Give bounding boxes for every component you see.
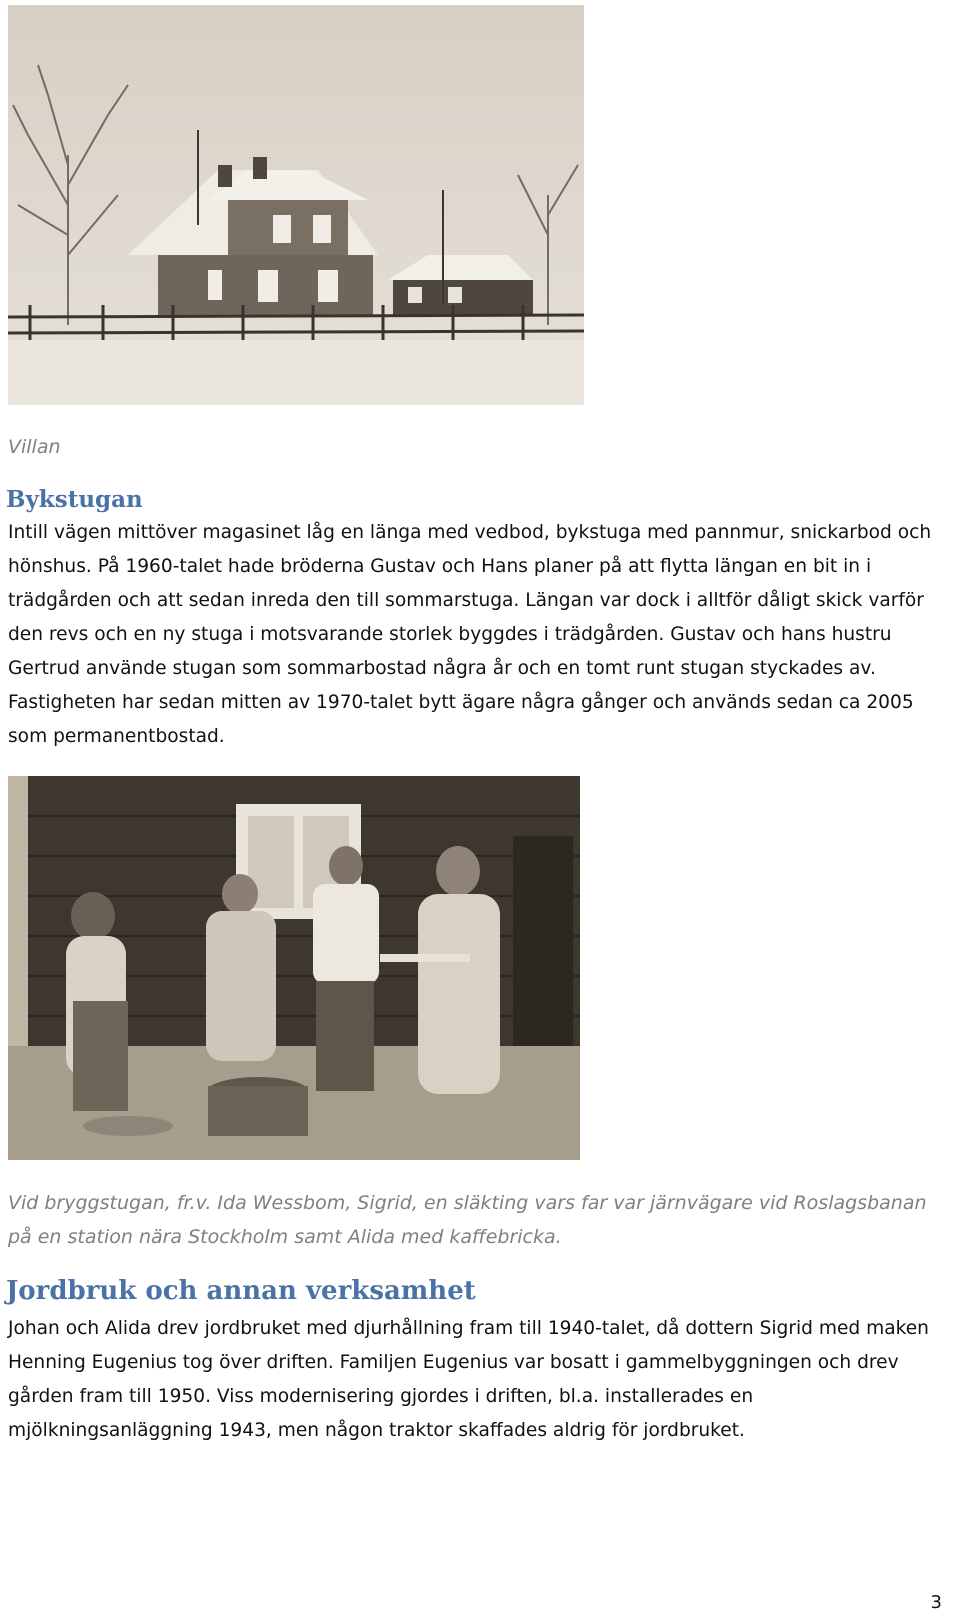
laundry-photo bbox=[8, 776, 580, 1160]
villa-photo-image bbox=[8, 5, 584, 405]
section-body-jordbruk: Johan och Alida drev jordbruket med djurhållning fram till 1940-talet, då dottern Sigrid med maken Henning Eugenius tog över driften. Familjen Eugenius var bosatt i gammelbyggningen och drev gården fram till 1950. Viss modernisering gjordes i driften, bl.a. installerades en mjölkningsanläggning 1943, men någon traktor skaffades aldrig för jordbruket. bbox=[8, 1318, 929, 1441]
villa-caption: Villan bbox=[8, 436, 61, 458]
laundry-caption: Vid bryggstugan, fr.v. Ida Wessbom, Sigrid, en släkting vars far var järnvägare vid Roslagsbanan på en station nära Stockholm samt Alida med kaffebricka. bbox=[8, 1192, 927, 1248]
villa-photo bbox=[8, 5, 584, 405]
section-body-bykstugan: Intill vägen mittöver magasinet låg en länga med vedbod, bykstuga med pannmur, snickarbod och hönshus. På 1960-talet hade bröderna Gustav och Hans planer på att flytta längan en bit in i trädgården och att sedan inreda den till sommarstuga. Längan var dock i alltför dåligt skick varför den revs och en ny stuga i motsvarande storlek byggdes i trädgården. Gustav och hans hustru Gertrud använde stugan som sommarbostad några år och en tomt runt stugan styckades av. Fastigheten har sedan mitten av 1970-talet bytt ägare några gånger och används sedan ca 2005 som permanentbostad. bbox=[8, 522, 932, 747]
section-heading-jordbruk: Jordbruk och annan verksamhet bbox=[6, 1276, 476, 1306]
page-number: 3 bbox=[930, 1592, 942, 1613]
section-heading-bykstugan: Bykstugan bbox=[6, 486, 143, 513]
laundry-photo-image bbox=[8, 776, 580, 1160]
